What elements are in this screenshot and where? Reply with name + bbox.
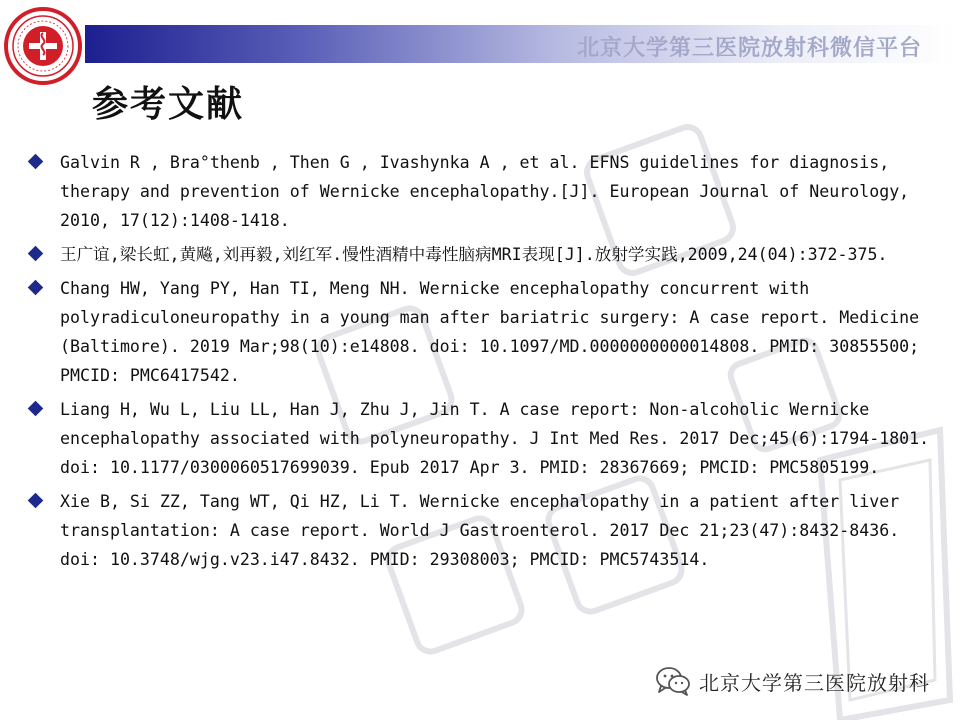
reference-text: Galvin R , Bra°thenb , Then G , Ivashynka A , et al. EFNS guidelines for diagnosis, therapy and prevention of Wernicke encephalopathy.[J]. European Journal of Neurology, 2010, 17(12):1408-1418. bbox=[60, 153, 920, 230]
diamond-bullet-icon bbox=[28, 246, 44, 262]
footer-account bbox=[655, 666, 930, 696]
reference-item bbox=[28, 274, 938, 390]
reference-text: Liang H, Wu L, Liu LL, Han J, Zhu J, Jin T. A case report: Non-alcoholic Wernicke encephalopathy associated with polyneuropathy. J Int Med Res. 2017 Dec;45(6):1794-1801. doi: 10.1177/0300060517699039. Epub 2017 Apr 3. PMID: 28367669; PMCID: PMC5805199. bbox=[60, 400, 940, 477]
reference-text: Xie B, Si ZZ, Tang WT, Qi HZ, Li T. Wernicke encephalopathy in a patient after liver transplantation: A case report. World J Gastroenterol. 2017 Dec 21;23(47):8432-8436. doi: 10.3748/wjg.v23.i47.8432. PMID: 29308003; PMCID: PMC5743514. bbox=[60, 492, 910, 569]
reference-text: Chang HW, Yang PY, Han TI, Meng NH. Wernicke encephalopathy concurrent with polyradiculoneuropathy in a young man after bariatric surgery: A case report. Medicine (Baltimore). 2019 Mar;98(10):e14808. doi: 10.1097/MD.0000000000014808. PMID: 30855500; PMCID: PMC6417542. bbox=[60, 279, 930, 385]
footer-account-name: 北京大学第三医院放射科 bbox=[699, 670, 930, 695]
diamond-bullet-icon bbox=[28, 493, 44, 509]
diamond-bullet-icon bbox=[28, 154, 44, 170]
wechat-icon bbox=[655, 666, 691, 696]
hospital-logo-icon bbox=[3, 6, 83, 86]
reference-item bbox=[28, 240, 938, 269]
reference-item bbox=[28, 487, 938, 574]
reference-item bbox=[28, 148, 938, 235]
header-title: 北京大学第三医院放射科微信平台 bbox=[576, 36, 922, 61]
reference-item bbox=[28, 395, 938, 482]
diamond-bullet-icon bbox=[28, 401, 44, 417]
reference-list bbox=[28, 148, 938, 579]
reference-text: 王广谊,梁长虹,黄飚,刘再毅,刘红军.慢性酒精中毒性脑病MRI表现[J].放射学实践,2009,24(04):372-375. bbox=[60, 245, 888, 264]
page-title: 参考文献 bbox=[92, 84, 245, 125]
diamond-bullet-icon bbox=[28, 280, 44, 296]
